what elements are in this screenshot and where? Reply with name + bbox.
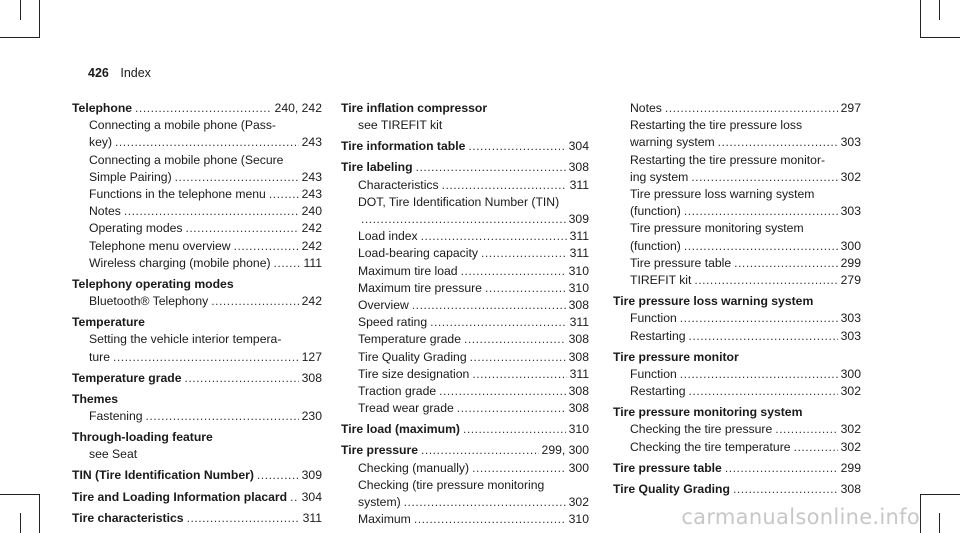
page-reference: 311	[569, 246, 589, 261]
page-reference: 127	[301, 349, 322, 364]
index-subentry	[613, 186, 861, 203]
page-reference: 308	[568, 160, 589, 175]
dot-leader	[463, 421, 566, 438]
index-subterm: Overview	[358, 298, 409, 313]
index-entry-heading	[72, 489, 322, 506]
index-subterm: Restarting	[630, 384, 686, 399]
index-entry	[341, 159, 589, 417]
page-reference: 240, 242	[274, 101, 322, 115]
index-subentry	[72, 331, 322, 348]
index-subentry	[72, 238, 322, 255]
index-term: Tire characteristics	[72, 510, 184, 525]
index-term: Through-loading feature	[72, 430, 213, 445]
index-column-2	[341, 100, 589, 532]
dot-leader	[733, 481, 838, 498]
crop-mark	[20, 0, 21, 20]
index-subentry	[613, 134, 861, 151]
index-subentry	[613, 366, 861, 383]
dot-leader	[680, 366, 838, 383]
index-subterm: Operating modes	[89, 221, 183, 236]
page-reference: 308	[568, 349, 589, 364]
index-subentry	[341, 245, 589, 262]
index-column-3	[613, 100, 861, 502]
page-reference: 302	[840, 169, 861, 184]
page-reference: 240	[301, 204, 322, 219]
page-reference: 243	[301, 169, 322, 184]
page-reference: 308	[301, 370, 322, 385]
dot-leader	[691, 169, 837, 186]
dot-leader	[481, 245, 567, 262]
page-reference: 308	[568, 332, 589, 347]
index-subterm: Checking (tire pressure monitoring	[358, 477, 545, 492]
index-subterm: Telephone menu overview	[89, 238, 231, 253]
crop-mark	[920, 494, 960, 495]
index-subentry	[72, 134, 322, 151]
page-reference: 308	[568, 298, 589, 313]
index-subentry	[613, 169, 861, 186]
index-subentry	[613, 328, 861, 345]
dot-leader	[175, 169, 299, 186]
dot-leader	[794, 439, 838, 456]
index-entry	[341, 100, 589, 134]
index-entry-heading	[341, 159, 589, 176]
index-subentry	[341, 400, 589, 417]
index-subentry	[72, 117, 322, 134]
index-subterm: Restarting the tire pressure monitor-	[630, 152, 826, 167]
page-reference: 302	[568, 495, 589, 510]
index-subentry	[341, 511, 589, 528]
dot-leader	[257, 467, 299, 484]
index-subentry	[72, 293, 322, 310]
index-subterm: Characteristics	[358, 177, 439, 192]
dot-leader	[689, 328, 838, 345]
index-subterm: Tire Quality Grading	[358, 349, 467, 364]
dot-leader	[472, 460, 566, 477]
page-reference: 309	[301, 468, 322, 483]
index-subentry	[613, 203, 861, 220]
dot-leader	[290, 489, 299, 506]
dot-leader	[414, 511, 566, 528]
crop-mark	[0, 494, 40, 495]
index-subterm: system)	[358, 495, 401, 510]
index-subterm: Notes	[89, 204, 121, 219]
page-reference: 303	[840, 135, 861, 150]
index-subterm: Checking (manually)	[358, 460, 470, 475]
crop-mark	[939, 513, 940, 533]
index-entry	[613, 100, 861, 289]
crop-mark	[920, 37, 960, 38]
index-subentry	[613, 152, 861, 169]
dot-leader	[734, 255, 838, 272]
crop-mark	[920, 494, 921, 533]
index-subentry	[613, 439, 861, 456]
index-subterm: Wireless charging (mobile phone)	[89, 255, 271, 270]
index-term: Tire load (maximum)	[341, 422, 460, 437]
index-entry-heading	[613, 460, 861, 477]
dot-leader	[115, 134, 299, 151]
dot-leader	[124, 203, 299, 220]
index-subentry	[341, 477, 589, 494]
dot-leader	[135, 100, 272, 117]
page-reference: 310	[568, 280, 589, 295]
dot-leader	[725, 460, 838, 477]
index-entry-heading	[613, 293, 861, 310]
index-term: Tire and Loading Information placard	[72, 489, 288, 504]
dot-leader	[775, 421, 837, 438]
page-reference: 308	[568, 384, 589, 399]
index-subentry	[613, 238, 861, 255]
index-subentry	[72, 186, 322, 203]
index-subterm: Function	[630, 366, 677, 381]
index-subentry	[341, 297, 589, 314]
index-subterm: Speed rating	[358, 315, 428, 330]
index-subentry	[72, 203, 322, 220]
index-term: Themes	[72, 391, 119, 406]
index-subterm: see Seat	[89, 447, 138, 462]
page-reference: 300	[840, 366, 861, 381]
page-reference: 310	[568, 512, 589, 527]
index-subterm: Setting the vehicle interior tempera-	[89, 332, 282, 347]
index-subentry	[341, 494, 589, 511]
index-subentry	[341, 194, 589, 211]
dot-leader	[472, 366, 566, 383]
index-subentry	[72, 408, 322, 425]
index-subterm: warning system	[630, 135, 715, 150]
index-subentry	[341, 383, 589, 400]
page-header	[88, 66, 151, 80]
index-term: Temperature grade	[72, 370, 182, 385]
index-subentry	[341, 177, 589, 194]
index-subentry	[613, 310, 861, 327]
index-subterm: Tire pressure monitoring system	[630, 221, 804, 236]
index-subentry	[341, 331, 589, 348]
index-entry	[72, 510, 322, 527]
index-subterm: (function)	[630, 204, 681, 219]
index-term: Temperature	[72, 315, 145, 330]
index-term: Tire Quality Grading	[613, 481, 730, 496]
index-entry-heading	[341, 421, 589, 438]
page-reference: 242	[301, 221, 322, 236]
page-reference: 303	[840, 328, 861, 343]
index-subentry	[613, 272, 861, 289]
dot-leader	[146, 408, 299, 425]
index-entry	[72, 489, 322, 506]
index-subterm: see TIREFIT kit	[358, 118, 443, 133]
crop-mark	[939, 0, 940, 20]
index-subterm: DOT, Tire Identification Number (TIN)	[358, 194, 560, 209]
page-reference: 311	[569, 366, 589, 381]
page-reference: 243	[301, 135, 322, 150]
dot-leader	[113, 349, 299, 366]
index-entry-heading	[72, 370, 322, 387]
index-subterm: Tire pressure loss warning system	[630, 187, 815, 202]
index-subterm: Load-bearing capacity	[358, 246, 478, 261]
page-reference: 300	[840, 238, 861, 253]
index-subterm: Fastening	[89, 409, 143, 424]
page-reference: 243	[301, 187, 322, 202]
index-subentry	[613, 421, 861, 438]
dot-leader	[485, 280, 566, 297]
index-subterm: Function	[630, 311, 677, 326]
index-subentry	[341, 349, 589, 366]
index-term: Tire inflation compressor	[341, 101, 488, 115]
index-term: Tire information table	[341, 139, 466, 154]
index-subentry	[613, 383, 861, 400]
dot-leader	[274, 255, 301, 272]
dot-leader	[680, 310, 838, 327]
index-entry	[613, 293, 861, 345]
crop-mark	[920, 0, 921, 38]
index-subentry	[341, 117, 589, 134]
dot-leader	[269, 186, 299, 203]
index-subterm: Maximum tire pressure	[358, 280, 482, 295]
index-subentry	[341, 280, 589, 297]
index-term: Tire pressure	[341, 443, 419, 458]
index-entry-heading	[72, 314, 322, 331]
index-entry	[72, 314, 322, 366]
index-subentry	[72, 349, 322, 366]
index-term: Tire labeling	[341, 160, 413, 175]
crop-mark	[0, 37, 40, 38]
page-reference: 308	[840, 481, 861, 496]
dot-leader	[404, 494, 566, 511]
index-entry	[72, 467, 322, 484]
crop-mark	[20, 513, 21, 533]
index-subterm: ture	[89, 349, 111, 364]
page-reference: 302	[840, 422, 861, 437]
page-reference: 311	[569, 177, 589, 192]
index-subterm: Functions in the telephone menu	[89, 187, 266, 202]
index-subentry	[72, 152, 322, 169]
index-entry-heading	[341, 100, 589, 117]
dot-leader	[421, 442, 539, 459]
index-subentry	[341, 211, 589, 228]
index-entry	[72, 276, 322, 310]
page-reference: 311	[569, 315, 589, 330]
index-entry-heading	[341, 138, 589, 155]
index-entry-heading	[72, 100, 322, 117]
index-subterm: Temperature grade	[358, 332, 461, 347]
index-entry-heading	[72, 391, 322, 408]
index-entry-heading	[613, 349, 861, 366]
index-subterm: Bluetooth® Telephony	[89, 294, 209, 309]
index-subterm: key)	[89, 135, 113, 150]
dot-leader	[461, 263, 566, 280]
index-term: Tire pressure monitoring system	[613, 405, 803, 420]
dot-leader	[468, 138, 565, 155]
index-entry	[72, 429, 322, 463]
index-subentry	[341, 314, 589, 331]
page-reference: 311	[569, 229, 589, 244]
dot-leader	[185, 370, 299, 387]
page-reference: 297	[840, 101, 861, 115]
index-entry	[613, 349, 861, 401]
index-subterm: Tread wear grade	[358, 401, 454, 416]
index-subterm: Restarting the tire pressure loss	[630, 118, 803, 133]
index-subentry	[341, 228, 589, 245]
dot-leader	[665, 100, 838, 117]
index-subterm: Notes	[630, 101, 662, 115]
index-subentry	[72, 446, 322, 463]
page-reference: 310	[568, 263, 589, 278]
index-entry-heading	[72, 429, 322, 446]
page-reference: 300	[568, 460, 589, 475]
page-reference: 299, 300	[541, 443, 589, 458]
index-subterm: ing system	[630, 169, 689, 184]
dot-leader	[464, 331, 566, 348]
crop-mark	[39, 494, 40, 533]
page-section-title: Index	[120, 66, 151, 80]
index-subterm: Maximum	[358, 512, 411, 527]
page-reference: 302	[840, 439, 861, 454]
page-reference: 303	[840, 311, 861, 326]
index-subentry	[341, 366, 589, 383]
dot-leader	[412, 297, 566, 314]
page-reference: 308	[568, 401, 589, 416]
index-term: Tire pressure monitor	[613, 349, 739, 364]
dot-leader	[694, 272, 837, 289]
page-reference: 299	[840, 460, 861, 475]
index-entry	[613, 460, 861, 477]
dot-leader	[457, 400, 566, 417]
index-subentry	[613, 220, 861, 237]
index-subterm: Traction grade	[358, 384, 437, 399]
dot-leader	[439, 383, 566, 400]
index-subentry	[72, 169, 322, 186]
page-reference: 310	[568, 422, 589, 437]
index-subterm: (function)	[630, 238, 681, 253]
page-number: 426	[88, 66, 109, 80]
page-reference: 299	[840, 255, 861, 270]
page-reference: 242	[301, 238, 322, 253]
page-reference: 304	[568, 139, 589, 154]
page-reference: 309	[568, 212, 589, 226]
index-subentry	[613, 117, 861, 134]
crop-mark	[39, 0, 40, 38]
index-entry	[341, 442, 589, 528]
dot-leader	[718, 134, 838, 151]
page-reference: 304	[301, 489, 322, 504]
index-subentry	[341, 263, 589, 280]
page-reference: 279	[840, 273, 861, 288]
index-column-1	[72, 100, 322, 531]
dot-leader	[689, 383, 838, 400]
index-subentry	[613, 100, 861, 117]
dot-leader	[470, 349, 566, 366]
index-entry-heading	[72, 276, 322, 293]
page-reference: 311	[302, 510, 322, 525]
index-entry	[72, 370, 322, 387]
index-entry	[613, 481, 861, 498]
index-subterm: Tire size designation	[358, 366, 470, 381]
page-reference: 302	[840, 384, 861, 399]
index-entry-heading	[613, 404, 861, 421]
page-reference: 111	[303, 255, 322, 270]
page-reference: 303	[840, 204, 861, 219]
index-entry	[341, 138, 589, 155]
index-subentry	[72, 220, 322, 237]
dot-leader	[684, 203, 838, 220]
index-term: Telephony operating modes	[72, 276, 234, 291]
dot-leader	[187, 510, 300, 527]
index-term: Tire pressure table	[613, 460, 722, 475]
index-subterm: Load index	[358, 229, 418, 244]
dot-leader	[421, 228, 567, 245]
index-entry-heading	[613, 481, 861, 498]
watermark-logo: carmanualsonline.info	[681, 505, 920, 529]
index-entry-heading	[72, 510, 322, 527]
index-entry	[341, 421, 589, 438]
index-subentry	[613, 255, 861, 272]
dot-leader	[234, 238, 299, 255]
index-subterm: Maximum tire load	[358, 263, 458, 278]
index-term: Tire pressure loss warning system	[613, 294, 814, 309]
index-subterm: Simple Pairing)	[89, 169, 172, 184]
dot-leader	[211, 293, 298, 310]
index-subterm: TIREFIT kit	[630, 273, 692, 288]
index-term: TIN (Tire Identification Number)	[72, 468, 254, 483]
index-subterm: Restarting	[630, 328, 686, 343]
index-subterm: Checking the tire temperature	[630, 439, 791, 454]
dot-leader	[442, 177, 567, 194]
dot-leader	[416, 159, 566, 176]
index-subterm: Checking the tire pressure	[630, 422, 773, 437]
page-reference: 242	[301, 294, 322, 309]
index-subentry	[341, 460, 589, 477]
index-entry	[613, 404, 861, 456]
dot-leader	[684, 238, 838, 255]
index-subterm: Tire pressure table	[630, 255, 732, 270]
index-entry	[72, 391, 322, 425]
dot-leader	[361, 211, 566, 228]
page-reference: 230	[301, 409, 322, 424]
index-term: Telephone	[72, 101, 133, 115]
dot-leader	[186, 220, 299, 237]
index-subterm: Connecting a mobile phone (Secure	[89, 152, 284, 167]
dot-leader	[430, 314, 566, 331]
index-entry-heading	[72, 467, 322, 484]
index-entry	[72, 100, 322, 272]
index-subentry	[72, 255, 322, 272]
index-entry-heading	[341, 442, 589, 459]
index-subterm: Connecting a mobile phone (Pass-	[89, 118, 276, 133]
